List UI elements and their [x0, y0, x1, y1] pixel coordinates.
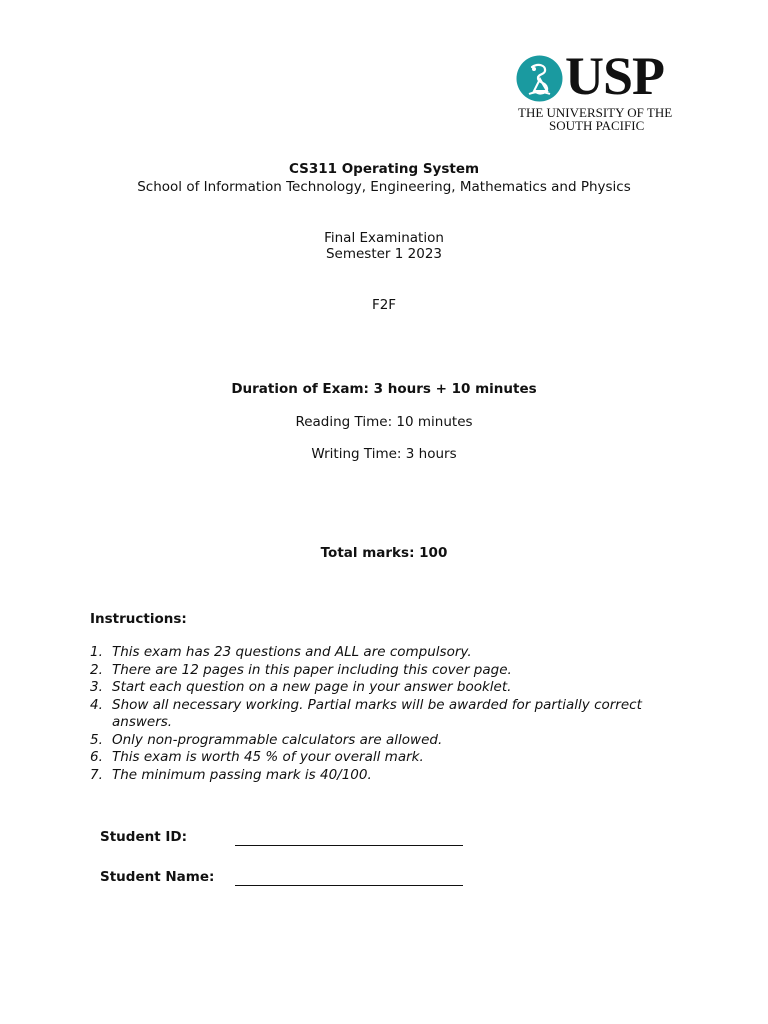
instruction-item: [90, 644, 650, 662]
instruction-number: 3.: [90, 679, 103, 695]
student-name-field[interactable]: [235, 885, 463, 886]
writing-time: Writing Time: 3 hours: [311, 446, 457, 462]
instruction-item: [90, 749, 650, 767]
student-id-field[interactable]: [235, 845, 463, 846]
logo-subtitle-line1: THE UNIVERSITY OF THE: [518, 105, 673, 120]
exam-duration: Duration of Exam: 3 hours + 10 minutes: [231, 381, 537, 397]
instruction-item: [90, 662, 650, 680]
reading-time: Reading Time: 10 minutes: [295, 414, 473, 430]
course-title: CS311 Operating System: [288, 161, 480, 177]
exam-type: Final Examination: [324, 230, 444, 246]
instruction-number: 6.: [90, 749, 103, 765]
instruction-text: This exam has 23 questions and ALL are compulsory.: [112, 644, 472, 660]
instruction-item: [90, 697, 650, 732]
usp-emblem-icon: [516, 55, 563, 102]
instruction-item: [90, 679, 650, 697]
total-marks: Total marks: 100: [320, 545, 448, 561]
instruction-text: Show all necessary working. Partial marks will be awarded for partially correct answers.: [112, 696, 642, 730]
instruction-text: Start each question on a new page in your answer booklet.: [112, 679, 512, 695]
logo-subtitle-line2: SOUTH PACIFIC: [549, 118, 645, 133]
usp-logo: [514, 46, 686, 136]
instructions-heading: Instructions:: [90, 611, 187, 627]
instruction-number: 1.: [90, 644, 103, 660]
student-id-label: Student ID:: [100, 829, 187, 845]
student-name-label: Student Name:: [100, 869, 215, 885]
instruction-number: 4.: [90, 696, 103, 713]
semester: Semester 1 2023: [325, 246, 443, 262]
logo-wordmark: USP: [565, 46, 665, 106]
instructions-list: [90, 644, 650, 784]
school-name: School of Information Technology, Engineering, Mathematics and Physics: [137, 179, 631, 195]
instruction-text: There are 12 pages in this paper including this cover page.: [112, 661, 512, 678]
instruction-item: [90, 732, 650, 750]
instruction-number: 2.: [90, 661, 103, 678]
instruction-number: 5.: [90, 731, 103, 748]
instruction-text: The minimum passing mark is 40/100.: [112, 766, 372, 783]
instruction-item: [90, 767, 650, 785]
instruction-text: This exam is worth 45 % of your overall mark.: [112, 749, 424, 765]
instruction-number: 7.: [90, 766, 103, 783]
delivery-mode: F2F: [371, 297, 397, 313]
instruction-text: Only non-programmable calculators are allowed.: [112, 731, 443, 748]
